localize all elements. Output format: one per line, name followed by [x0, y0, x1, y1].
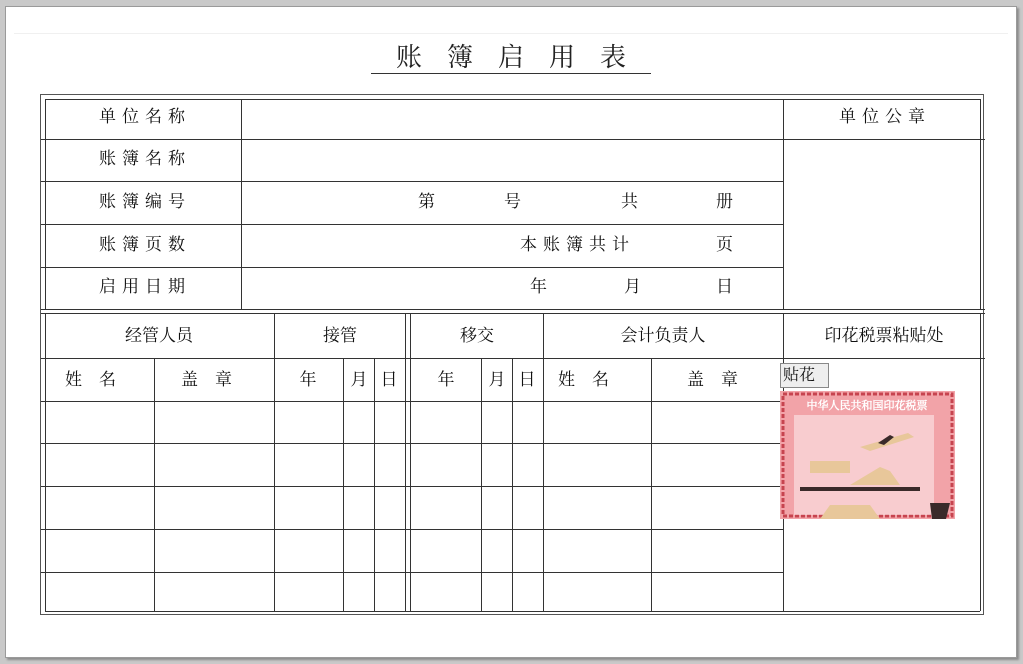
number-part-gong: 共 [621, 192, 638, 212]
header-stamp-area: 印花税票粘贴处 [824, 326, 944, 346]
date-part-year: 年 [530, 277, 547, 297]
subheader-month: 月 [350, 370, 368, 390]
section-line [41, 309, 985, 310]
col-line [274, 313, 275, 611]
row-line [41, 401, 783, 402]
top-divider [14, 33, 1008, 34]
number-part-ce: 册 [716, 192, 733, 212]
label-unit-seal: 单位公章 [839, 107, 931, 127]
paste-stamp-button[interactable]: 贴花 [780, 363, 829, 388]
col-line [783, 99, 784, 309]
row-line [41, 572, 783, 573]
row-line [783, 139, 985, 140]
row-line [41, 443, 783, 444]
car-icon [820, 505, 880, 519]
road-line [800, 487, 920, 491]
col-line [512, 358, 513, 611]
col-line [410, 313, 411, 611]
number-part-di: 第 [418, 192, 435, 212]
col-line [405, 313, 406, 611]
inner-border [980, 99, 981, 309]
page-title-wrap [6, 37, 1016, 74]
subheader-year: 年 [299, 370, 317, 390]
date-part-day: 日 [716, 277, 733, 297]
subheader-year-2: 年 [437, 370, 455, 390]
inner-border [980, 313, 981, 611]
label-start-date: 启用日期 [99, 277, 191, 297]
pages-part-ye: 页 [716, 235, 733, 255]
header-handover: 移交 [460, 326, 494, 346]
header-accountant: 会计负责人 [620, 326, 706, 346]
row-line [41, 529, 783, 530]
stamp-text: 中华人民共和国印花税票 [806, 399, 928, 412]
inner-border [45, 99, 980, 100]
header-managers: 经管人员 [125, 326, 193, 346]
subheader-name: 姓 名 [65, 370, 116, 390]
label-unit-name: 单位名称 [99, 107, 191, 127]
row-line [41, 486, 783, 487]
row-line [41, 224, 783, 225]
section-line [41, 313, 985, 314]
col-line [651, 358, 652, 611]
inner-border [45, 611, 980, 612]
revenue-stamp-image [780, 391, 955, 519]
row-line [41, 358, 985, 359]
row-line [41, 181, 783, 182]
subheader-seal-2: 盖 章 [687, 370, 738, 390]
row-line [41, 267, 783, 268]
col-line [374, 358, 375, 611]
inner-border [45, 99, 46, 309]
col-line [543, 313, 544, 611]
window-frame [5, 6, 1017, 658]
row-line [41, 139, 241, 140]
row-line [241, 139, 783, 140]
col-line [481, 358, 482, 611]
inner-border [45, 313, 46, 611]
subheader-day: 日 [380, 370, 398, 390]
col-line [343, 358, 344, 611]
train-icon [810, 461, 850, 473]
label-ledger-name: 账簿名称 [99, 149, 191, 169]
ledger-form [40, 94, 984, 615]
page-title: 账簿启用表 [371, 43, 651, 74]
subheader-day-2: 日 [518, 370, 536, 390]
date-part-month: 月 [624, 277, 641, 297]
subheader-name-2: 姓 名 [558, 370, 609, 390]
subheader-month-2: 月 [488, 370, 506, 390]
col-line [154, 358, 155, 611]
subheader-seal: 盖 章 [181, 370, 232, 390]
label-ledger-pages: 账簿页数 [99, 235, 191, 255]
label-ledger-number: 账簿编号 [99, 192, 191, 212]
pages-part-total: 本账簿共计 [520, 235, 635, 255]
number-part-hao: 号 [504, 192, 521, 212]
header-takeover: 接管 [323, 326, 357, 346]
col-line [241, 99, 242, 309]
